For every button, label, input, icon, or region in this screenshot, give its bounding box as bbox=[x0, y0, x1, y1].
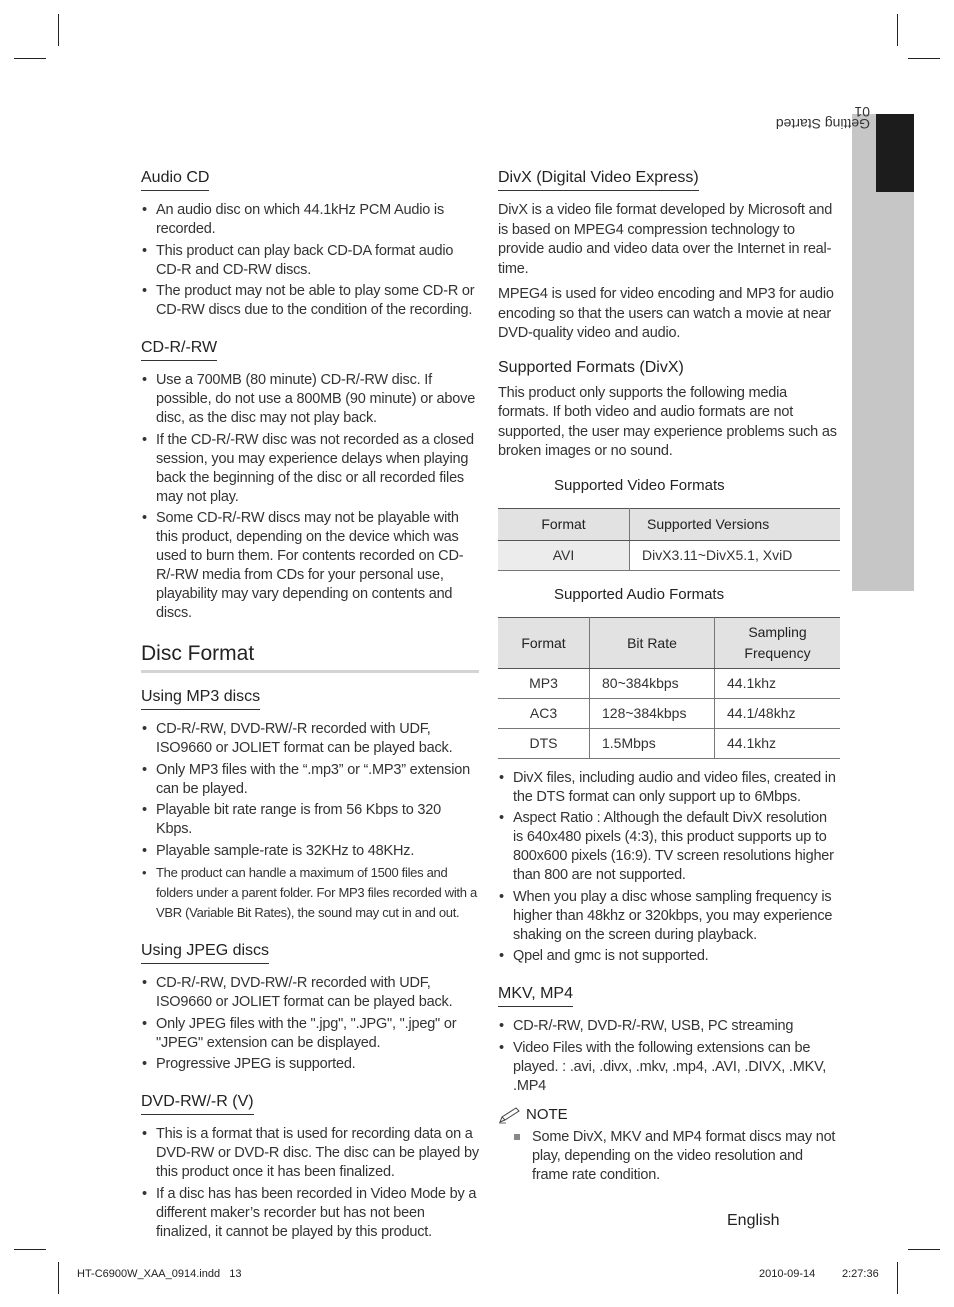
table-row bbox=[498, 698, 840, 728]
mp3-list bbox=[141, 720, 479, 923]
table-cell: DTS bbox=[498, 728, 590, 758]
note-text: Some DivX, MKV and MP4 format discs may not play, depending on the video resolution and frame rate condition. bbox=[532, 1128, 836, 1183]
cdr-list bbox=[141, 371, 479, 623]
crop-mark bbox=[58, 14, 59, 46]
jpeg-heading: Using JPEG discs bbox=[141, 941, 269, 964]
table-row bbox=[498, 668, 840, 698]
list-item: • An audio disc on which 44.1kHz PCM Audio is recorded. bbox=[141, 201, 479, 239]
dvdrw-list bbox=[141, 1125, 479, 1242]
jpeg-list bbox=[141, 974, 479, 1074]
divx-notes-list bbox=[498, 769, 840, 967]
note-item bbox=[498, 1128, 840, 1185]
side-tab-label bbox=[775, 104, 876, 318]
supported-formats-paragraph: This product only supports the following media formats. If both video and audio formats are not supported, the user may experience problems such as broken images or no sound. bbox=[498, 384, 837, 459]
list-item: • CD-R/-RW, DVD-R/-RW, USB, PC streaming bbox=[498, 1017, 840, 1036]
audio-table-caption: Supported Audio Formats bbox=[554, 585, 725, 603]
audio-cd-heading: Audio CD bbox=[141, 168, 209, 191]
divx-heading: DivX (Digital Video Express) bbox=[498, 168, 699, 191]
table-cell: 44.1khz bbox=[715, 728, 841, 758]
list-item: • If a disc has has been recorded in Video Mode by a different maker’s recorder but has not been finalized, it cannot be played by this product. bbox=[141, 1185, 479, 1242]
file-name: HT-C6900W_XAA_0914.indd 13 bbox=[77, 1268, 242, 1280]
list-item: • Progressive JPEG is supported. bbox=[141, 1055, 479, 1074]
disc-format-title: Disc Format bbox=[141, 641, 479, 673]
table-row bbox=[498, 728, 840, 758]
table-cell: 80~384kbps bbox=[590, 668, 715, 698]
video-formats-table bbox=[498, 508, 840, 571]
table-header-row bbox=[498, 508, 840, 540]
list-item: • Aspect Ratio : Although the default DivX resolution is 640x480 pixels (4:3), this product supports up to 800x600 pixels (16:9). TV screen resolutions higher than 800 are not supported. bbox=[498, 809, 840, 885]
table-cell: AVI bbox=[498, 540, 630, 570]
list-item: • Qpel and gmc is not supported. bbox=[498, 947, 840, 966]
pencil-icon bbox=[498, 1106, 522, 1124]
divx-paragraph: DivX is a video file format developed by Microsoft and is based on MPEG4 compression technology to provide audio and video data over the Internet in real-time. bbox=[498, 202, 833, 277]
divx-paragraph: MPEG4 is used for video encoding and MP3 for audio encoding so that the users can watch a movie at near DVD-quality video and audio. bbox=[498, 286, 834, 341]
table-header bbox=[715, 617, 841, 668]
list-item: • Some CD-R/-RW discs may not be playable with this product, depending on the device which was used to burn them. For contents recorded on CD-R/-RW media from CDs for your personal use, playability may vary depending on contents and discs. bbox=[141, 509, 479, 623]
list-item: • DivX files, including audio and video files, created in the DTS format can only support up to 6Mbps. bbox=[498, 769, 840, 807]
list-item: • If the CD-R/-RW disc was not recorded as a closed session, you may experience delays when playing back the beginning of the disc or all recorded files may not play. bbox=[141, 431, 479, 507]
chapter-marker bbox=[876, 114, 914, 192]
mkv-list bbox=[498, 1017, 840, 1096]
crop-mark bbox=[897, 1262, 898, 1294]
crop-mark bbox=[14, 1249, 46, 1250]
table-header: Bit Rate bbox=[590, 617, 715, 668]
square-bullet-icon bbox=[514, 1134, 520, 1140]
language-label: English bbox=[727, 1212, 780, 1229]
list-item: • When you play a disc whose sampling frequency is higher than 48khz or 320kbps, you may experience shaking on the screen during playback. bbox=[498, 888, 840, 945]
list-item: • The product may not be able to play some CD-R or CD-RW discs due to the condition of the recording. bbox=[141, 282, 479, 320]
audio-formats-table bbox=[498, 617, 840, 759]
sampling-label: Sampling bbox=[748, 623, 807, 640]
supported-formats-heading: Supported Formats (DivX) bbox=[498, 358, 684, 376]
table-header: Format bbox=[498, 508, 630, 540]
print-time: 2:27:36 bbox=[842, 1268, 879, 1280]
table-header: Supported Versions bbox=[630, 508, 841, 540]
crop-mark bbox=[897, 14, 898, 46]
video-table-caption: Supported Video Formats bbox=[554, 476, 725, 494]
chapter-number: 01 bbox=[854, 104, 870, 120]
table-cell: AC3 bbox=[498, 698, 590, 728]
table-row bbox=[498, 540, 840, 570]
list-item: • CD-R/-RW, DVD-RW/-R recorded with UDF, ISO9660 or JOLIET format can be played back. bbox=[141, 720, 479, 758]
crop-mark bbox=[58, 1262, 59, 1294]
mp3-heading: Using MP3 discs bbox=[141, 687, 260, 710]
list-item: • Video Files with the following extensions can be played. : .avi, .divx, .mkv, .mp4, .AVI, .DIVX, .MKV, .MP4 bbox=[498, 1039, 840, 1096]
list-item: • Only JPEG files with the ".jpg", ".JPG", ".jpeg" or "JPEG" extension can be displayed. bbox=[141, 1015, 479, 1053]
list-item: • CD-R/-RW, DVD-RW/-R recorded with UDF, ISO9660 or JOLIET format can be played back. bbox=[141, 974, 479, 1012]
list-item: • This is a format that is used for recording data on a DVD-RW or DVD-R disc. The disc can be played by this product once it has been finalized. bbox=[141, 1125, 479, 1182]
note-label: NOTE bbox=[526, 1106, 568, 1123]
chapter-title: Getting Started bbox=[775, 115, 870, 132]
right-column bbox=[498, 168, 840, 1185]
list-item: • Playable bit rate range is from 56 Kbps to 320 Kbps. bbox=[141, 801, 479, 839]
dvdrw-heading: DVD-RW/-R (V) bbox=[141, 1092, 254, 1115]
frequency-label: Frequency bbox=[744, 644, 811, 661]
table-cell: MP3 bbox=[498, 668, 590, 698]
note-heading bbox=[498, 1106, 840, 1124]
cdr-heading: CD-R/-RW bbox=[141, 338, 217, 361]
audio-cd-list bbox=[141, 201, 479, 320]
crop-mark bbox=[908, 58, 940, 59]
list-item: • This product can play back CD-DA format audio CD-R and CD-RW discs. bbox=[141, 242, 479, 280]
table-cell: 1.5Mbps bbox=[590, 728, 715, 758]
list-item: • Only MP3 files with the “.mp3” or “.MP3” extension can be played. bbox=[141, 761, 479, 799]
table-cell: 128~384kbps bbox=[590, 698, 715, 728]
left-column bbox=[141, 168, 479, 1260]
table-cell: DivX3.11~DivX5.1, XviD bbox=[630, 540, 841, 570]
table-cell: 44.1/48khz bbox=[715, 698, 841, 728]
print-date: 2010-09-14 bbox=[759, 1268, 816, 1280]
table-header: Format bbox=[498, 617, 590, 668]
table-header-row bbox=[498, 617, 840, 668]
mkv-heading: MKV, MP4 bbox=[498, 984, 573, 1007]
table-cell: 44.1khz bbox=[715, 668, 841, 698]
list-item: • Playable sample-rate is 32KHz to 48KHz. bbox=[141, 842, 479, 861]
crop-mark bbox=[14, 58, 46, 59]
crop-mark bbox=[908, 1249, 940, 1250]
list-item: • The product can handle a maximum of 1500 files and folders under a parent folder. For MP3 files recorded with a VBR (Variable Bit Rates), the sound may cut in and out. bbox=[141, 863, 479, 923]
list-item: • Use a 700MB (80 minute) CD-R/-RW disc. If possible, do not use a 800MB (90 minute) or above disc, as the disc may not play back. bbox=[141, 371, 479, 428]
